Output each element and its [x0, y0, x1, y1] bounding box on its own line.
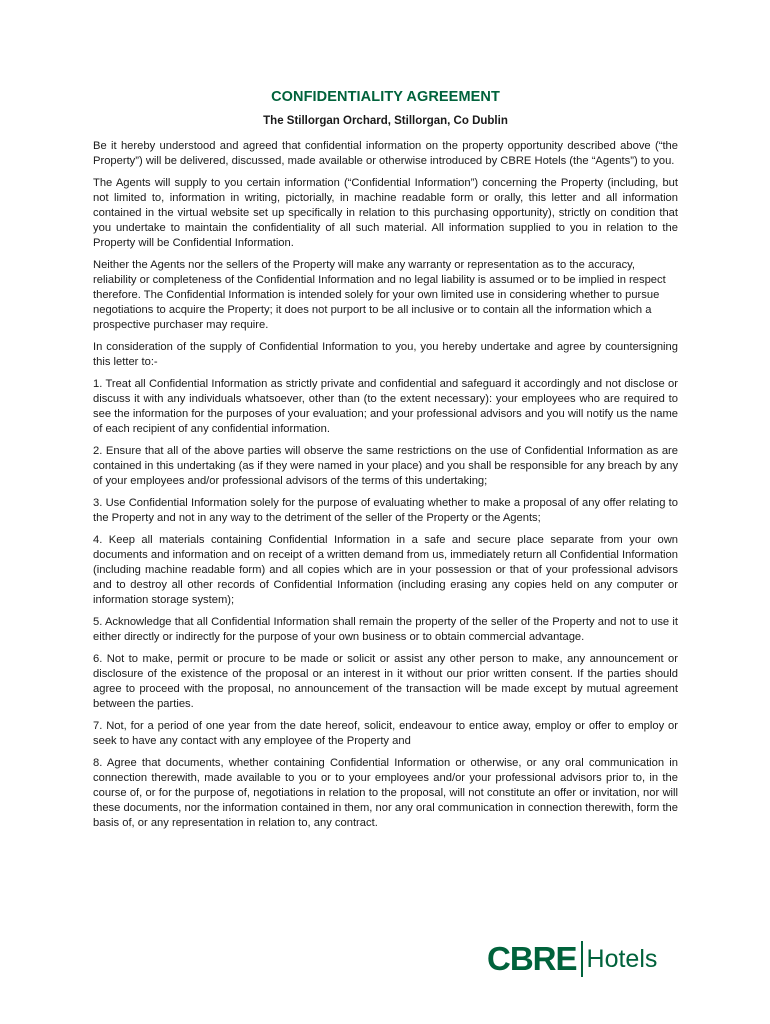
- clause-6: 6. Not to make, permit or procure to be made or solicit or assist any other person to make, any announcement or disclosure of the existence of the proposal or an interest in it without our prior written consent. If the parties should agree to proceed with the proposal, no announcement of the transaction will be made except by mutual agreement between the parties.: [93, 653, 678, 710]
- clause-1: 1. Treat all Confidential Information as strictly private and confidential and safeguard it accordingly and not disclose or discuss it with any individuals whatsoever, other than (to the extent necessary): your employees who are required to see the information for the purposes of your evaluation; and your professional advisors and you will notify us the name of each recipient of any confidential information.: [93, 378, 678, 435]
- clause-2: 2. Ensure that all of the above parties will observe the same restrictions on the use of Confidential Information as are contained in this undertaking (as if they were named in your place) and you shall be responsible for any breach by any of your employees and/or professional advisors of the terms of this undertaking;: [93, 445, 678, 487]
- document-title: CONFIDENTIALITY AGREEMENT: [271, 89, 500, 105]
- clause-8: 8. Agree that documents, whether containing Confidential Information or otherwise, or any oral communication in connection therewith, made available to you or to your employees and/or your professional advisors prior to, in the course of, or for the purpose of, negotiations in relation to the proposal, will not constitute an offer or invitation, nor will these documents, nor the information contained in them, nor any oral communication in connection therewith, form the basis of, or any representation in relation to, any contract.: [93, 757, 678, 829]
- clause-3: 3. Use Confidential Information solely for the purpose of evaluating whether to make a proposal of any offer relating to the Property and not in any way to the detriment of the seller of the Property or the Agents;: [93, 497, 678, 524]
- paragraph-intro: Be it hereby understood and agreed that confidential information on the property opportunity described above (“the Property”) will be delivered, discussed, made available or otherwise introduced by CBRE Hotels (the “Agents”) to you.: [93, 140, 678, 167]
- clause-4: 4. Keep all materials containing Confidential Information in a safe and secure place separate from your own documents and information and on receipt of a written demand from us, immediately return all Confidential Information (including machine readable form) and all copies which are in your possession or that of your professional advisors and to destroy all other records of Confidential Information (including erasing any copies held on any computer or information storage system);: [93, 534, 678, 606]
- clause-5: 5. Acknowledge that all Confidential Information shall remain the property of the seller of the Property and not to use it either directly or indirectly for the purpose of your own business or to obtain commercial advantage.: [93, 616, 678, 643]
- cbre-hotels-logo: [487, 940, 657, 978]
- document-subtitle: The Stillorgan Orchard, Stillorgan, Co Dublin: [263, 115, 508, 127]
- paragraph-warranty: Neither the Agents nor the sellers of the Property will make any warranty or representation as to the accuracy, reliability or completeness of the Confidential Information and no legal liability is assumed or to be implied in respect therefore. The Confidential Information is intended solely for your own limited use in considering whether to pursue negotiations to acquire the Property; it does not purport to be all inclusive or to contain all the information which a prospective purchaser may require.: [93, 259, 666, 331]
- paragraph-consideration: In consideration of the supply of Confidential Information to you, you hereby undertake and agree by countersigning this letter to:-: [93, 341, 678, 368]
- paragraph-supply: The Agents will supply to you certain information (“Confidential Information”) concerning the Property (including, but not limited to, information in writing, pictorially, in machine readable form or orally, this letter and all information contained in the virtual website set up specifically in relation to this purchasing opportunity), strictly on condition that you undertake to maintain the confidentiality of all such material. All information supplied to you in relation to the Property will be Confidential Information.: [93, 177, 678, 249]
- logo-brand: CBRE: [487, 940, 577, 977]
- logo-divider: [581, 941, 583, 977]
- logo-division: Hotels: [586, 945, 658, 973]
- clause-7: 7. Not, for a period of one year from the date hereof, solicit, endeavour to entice away, employ or offer to employ or seek to have any contact with any employee of the Property and: [93, 720, 678, 747]
